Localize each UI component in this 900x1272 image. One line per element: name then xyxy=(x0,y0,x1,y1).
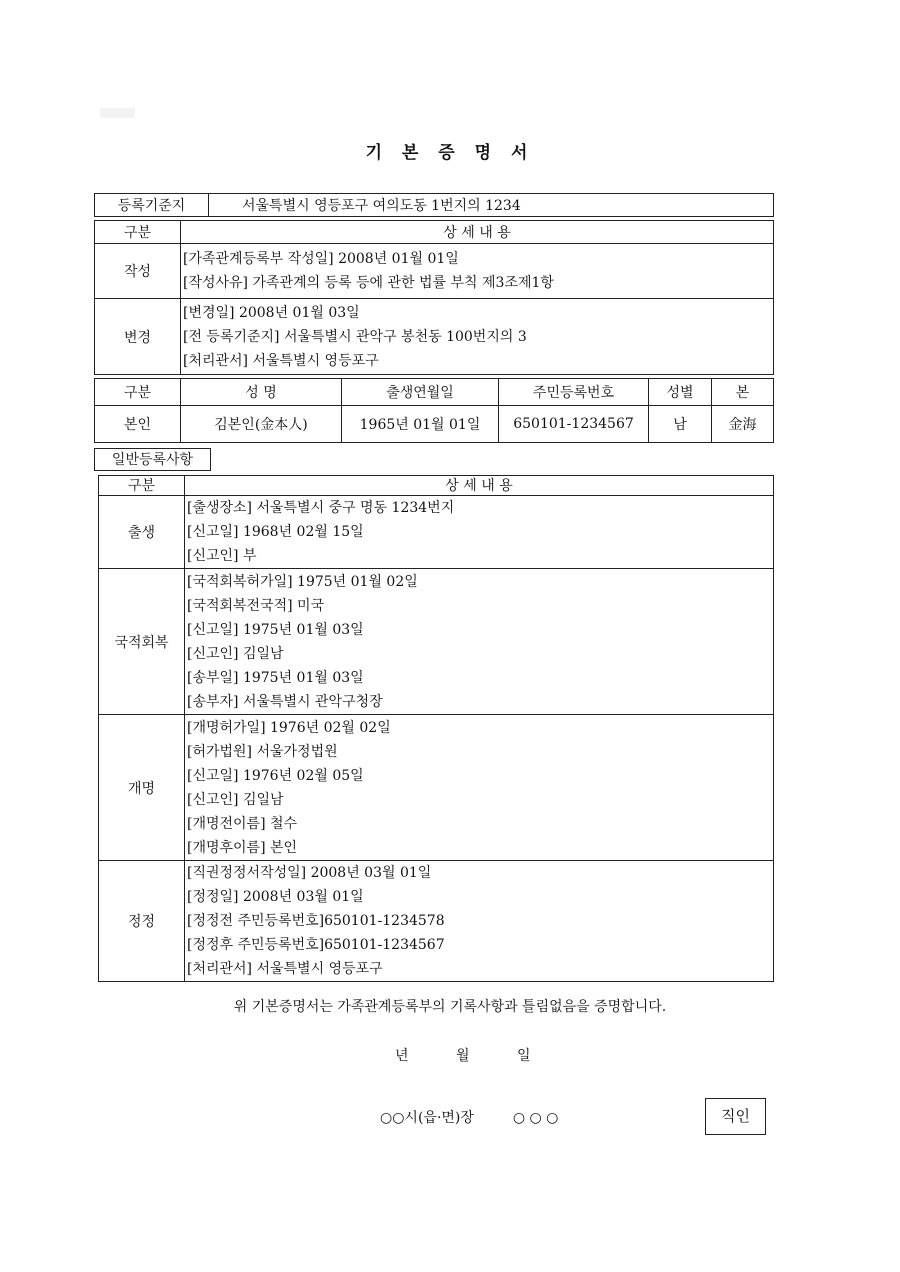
rename-line: [개명후이름] 본인 xyxy=(187,839,298,856)
general-table xyxy=(98,475,774,982)
official-seal-box: 직인 xyxy=(705,1098,766,1135)
person-header-name: 성 명 xyxy=(181,379,342,406)
person-name: 김본인(金本人) xyxy=(181,406,342,443)
correction-line: [정정전 주민등록번호]650101-1234578 xyxy=(187,913,445,929)
scan-mark xyxy=(100,108,135,118)
correction-line: [정정일] 2008년 03월 01일 xyxy=(187,889,364,905)
nationality-line: [송부일] 1975년 01월 03일 xyxy=(187,669,364,686)
rename-line: [개명전이름] 철수 xyxy=(187,815,298,832)
change-label: 변경 xyxy=(95,299,181,375)
nationality-details xyxy=(185,569,774,715)
correction-details xyxy=(185,861,774,982)
nationality-label: 국적회복 xyxy=(99,569,185,715)
document-title: 기 본 증 명 서 xyxy=(365,143,535,163)
rename-line: [개명허가일] 1976년 02월 02일 xyxy=(187,719,391,736)
general-section-label: 일반등록사항 xyxy=(94,448,211,471)
correction-line: [정정후 주민등록번호]650101-1234567 xyxy=(187,937,445,953)
rename-line: [신고인] 김일남 xyxy=(187,791,284,808)
nationality-line: [신고일] 1975년 01월 03일 xyxy=(187,621,364,638)
birth-line: [신고일] 1968년 02월 15일 xyxy=(187,524,364,540)
detail-header-content: 상 세 내 용 xyxy=(181,221,774,244)
certification-statement: 위 기본증명서는 가족관계등록부의 기록사항과 틀림없음을 증명합니다. xyxy=(233,999,667,1015)
date-day: 일 xyxy=(517,1048,531,1064)
date-month: 월 xyxy=(456,1048,470,1064)
registry-value: 서울특별시 영등포구 여의도동 1번지의 1234 xyxy=(209,194,774,217)
rename-line: [신고일] 1976년 02월 05일 xyxy=(187,767,364,784)
correction-line: [처리관서] 서울특별시 영등포구 xyxy=(187,961,383,977)
creation-change-table xyxy=(94,220,774,375)
date-year: 년 xyxy=(395,1048,409,1064)
issuer-office: ○○시(읍·면)장 xyxy=(380,1110,474,1126)
nationality-line: [국적회복전국적] 미국 xyxy=(187,597,325,614)
creation-line: [가족관계등록부 작성일] 2008년 01월 01일 xyxy=(183,251,459,267)
person-category: 본인 xyxy=(95,406,181,443)
issuer-name: ○ ○ ○ xyxy=(512,1110,559,1126)
rename-line: [허가법원] 서울가정법원 xyxy=(187,743,338,760)
nationality-line: [국적회복허가일] 1975년 01월 02일 xyxy=(187,573,418,590)
correction-line: [직권정정서작성일] 2008년 03월 01일 xyxy=(187,865,432,881)
change-line: [처리관서] 서울특별시 영등포구 xyxy=(183,352,379,369)
person-origin: 金海 xyxy=(712,406,774,443)
correction-label: 정정 xyxy=(99,861,185,982)
creation-details xyxy=(181,244,774,299)
creation-line: [작성사유] 가족관계의 등록 등에 관한 법률 부칙 제3조제1항 xyxy=(183,275,554,291)
general-header-content: 상 세 내 용 xyxy=(185,476,774,496)
general-header-category: 구분 xyxy=(99,476,185,496)
person-header-origin: 본 xyxy=(712,379,774,406)
person-header-resident-number: 주민등록번호 xyxy=(499,379,649,406)
rename-label: 개명 xyxy=(99,715,185,861)
birth-line: [출생장소] 서울특별시 중구 명동 1234번지 xyxy=(187,500,455,516)
person-header-sex: 성별 xyxy=(649,379,712,406)
nationality-line: [송부자] 서울특별시 관악구청장 xyxy=(187,693,383,710)
person-sex: 남 xyxy=(649,406,712,443)
person-resident-number: 650101-1234567 xyxy=(499,406,649,443)
birth-details xyxy=(185,496,774,569)
nationality-line: [신고인] 김일남 xyxy=(187,645,284,662)
birth-label: 출생 xyxy=(99,496,185,569)
person-table xyxy=(94,378,774,443)
issuer xyxy=(380,1107,558,1127)
registry-label: 등록기준지 xyxy=(95,194,209,217)
person-birthdate: 1965년 01월 01일 xyxy=(342,406,499,443)
registry-table xyxy=(94,193,774,217)
creation-label: 작성 xyxy=(95,244,181,299)
rename-details xyxy=(185,715,774,861)
change-line: [전 등록기준지] 서울특별시 관악구 봉천동 100번지의 3 xyxy=(183,328,527,345)
person-header-birthdate: 출생연월일 xyxy=(342,379,499,406)
person-header-category: 구분 xyxy=(95,379,181,406)
detail-header-category: 구분 xyxy=(95,221,181,244)
change-details xyxy=(181,299,774,375)
change-line: [변경일] 2008년 01월 03일 xyxy=(183,304,360,321)
birth-line: [신고인] 부 xyxy=(187,548,257,564)
